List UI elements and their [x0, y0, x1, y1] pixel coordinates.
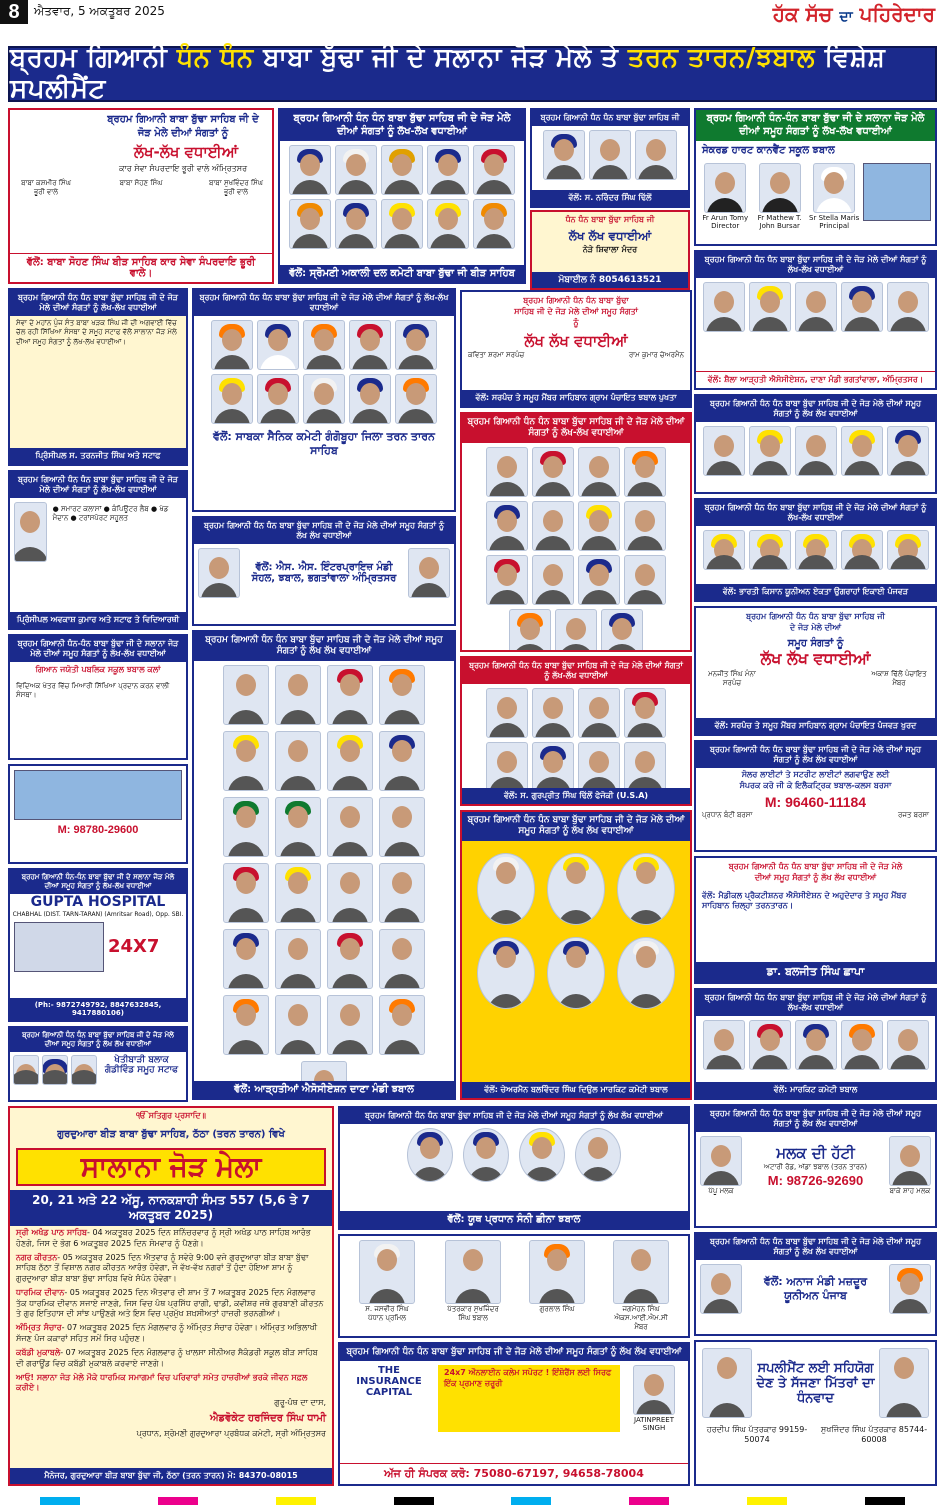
portrait [327, 995, 373, 1055]
phone-number: ਮੋਬਾਈਲ ਨੰ 8054613521 [532, 272, 688, 288]
ad-agriculture-block [8, 1026, 188, 1102]
phone-number: (Ph:- 9872749792, 8847632845, 9417880106) [10, 998, 186, 1020]
logo-part-2: ਦਾ [839, 9, 853, 25]
person-caption: ਬਾਬਾ ਸੁਖਵਿੰਦਰ ਸਿੰਘ ਭੂਰੀ ਵਾਲੇ [208, 178, 264, 196]
portrait [327, 731, 373, 791]
ad-title: ਬ੍ਰਹਮ ਗਿਆਨੀ ਧੰਨ-ਧੰਨ ਬਾਬਾ ਬੁੱਢਾ ਜੀ ਦੇ ਸਲਾਨਾ ਜੋੜ ਮੇਲੇ ਦੀਆਂ ਸਮੂਹ ਸੰਗਤਾਂ ਨੂੰ ਲੱਖ-ਲੱਖ ਵਧਾਈਆਂ [10, 636, 186, 662]
ad-title: ਬ੍ਰਹਮ ਗਿਆਨੀ ਧੰਨ ਧੰਨ ਬਾਬਾ ਬੁੱਢਾ ਸਾਹਿਬ ਜੀ ਦੇ ਜੋੜ ਮੇਲੇ ਦੀਆਂ ਸੰਗਤਾਂ ਨੂੰ ਲੱਖ-ਲੱਖ ਵਧਾਈਆਂ [10, 290, 186, 316]
person-caption: ਮਨਜੀਤ ਸਿੰਘ ਮੰਨਾ ਸਰਪੰਚ [708, 669, 756, 687]
ad-title: ਬ੍ਰਹਮ ਗਿਆਨੀ ਧੰਨ ਧੰਨ ਬਾਬਾ ਬੁੱਢਾ ਸਾਹਿਬ ਜੀ ਦੇ ਜੋੜ ਮੇਲੇ ਦੀਆਂ ਸੰਗਤਾਂ ਨੂੰ ਲੱਖ-ਲੱਖ ਵਧਾਈਆਂ [462, 658, 690, 684]
portrait [275, 995, 321, 1055]
portrait [486, 555, 528, 605]
photo-grid [280, 141, 524, 253]
ad-market-committee-chairman [460, 810, 692, 1100]
portrait [700, 1136, 742, 1186]
portrait [624, 447, 666, 497]
portrait [543, 130, 585, 180]
ad-title: ਬ੍ਰਹਮ ਗਿਆਨੀ ਧੰਨ ਧੰਨ ਬਾਬਾ ਬੁੱਢਾ ਸਾਹਿਬ ਜੀ ਦੇ ਜੋੜ ਮੇਲੇ ਦੀਆਂ ਸੰਗਤਾਂ ਨੂੰ ਲੱਖ-ਲੱਖ ਵਧਾਈਆਂ [10, 472, 186, 498]
portrait [379, 995, 425, 1055]
portrait [275, 929, 321, 989]
event-signoff: ਗੁਰੂ-ਪੰਥ ਦਾ ਦਾਸ, [274, 1397, 326, 1407]
ad-title: ਬ੍ਰਹਮ ਗਿਆਨੀ ਧੰਨ ਧੰਨ ਬਾਬਾ ਬੁੱਢਾ ਸਾਹਿਬ ਜੀ ਦੇ ਜੋੜ ਮੇਲੇ ਦੀਆਂ ਸਮੂਹ ਸੰਗਤਾਂ ਨੂੰ ਲੱਖ ਲੱਖ ਵਧਾਈਆਂ [340, 1344, 688, 1361]
portrait [704, 163, 746, 213]
photo-grid [194, 316, 454, 428]
portrait [257, 374, 299, 424]
ad-footer: ਵੱਲੋਂ: ਯੂਥ ਪ੍ਰਧਾਨ ਸੰਨੀ ਛੀਨਾ ਝਬਾਲ [340, 1211, 688, 1228]
portrait [703, 426, 745, 476]
ad-footer: ਡਾ. ਬਲਜੀਤ ਸਿੰਘ ਛਾਪਾ [696, 962, 935, 982]
portrait [703, 530, 745, 570]
issue-date: ਐਤਵਾਰ, 5 ਅਕਤੂਬਰ 2025 [34, 4, 165, 18]
ad-footer: ਵੱਲੋਂ: ਭਾਰਤੀ ਕਿਸਾਨ ਯੂਨੀਅਨ ਏਕਤਾ ਉਗਰਾਹਾਂ ਇਕਾਈ ਪੰਜਵੜ [696, 584, 935, 600]
phone-number: M: 98780-29600 [57, 824, 139, 836]
ad-footer: ਪ੍ਰਿੰਸੀਪਲ ਸ. ਤਰਨਜੀਤ ਸਿੰਘ ਅਤੇ ਸਟਾਫ [10, 448, 186, 464]
portrait [635, 130, 677, 180]
ad-footer: ਵੱਲੋਂ: ਮਾਰਕਿਟ ਕਮੇਟੀ ਝਬਾਲ [696, 1082, 935, 1098]
portrait [335, 145, 377, 195]
portrait [532, 742, 574, 792]
event-item: ਧਾਰਮਿਕ ਦੀਵਾਨ- 05 ਅਕਤੂਬਰ 2025 ਦਿਨ ਐਤਵਾਰ ਦੀ ਸ਼ਾਮ ਤੋਂ 7 ਅਕਤੂਬਰ 2025 ਦਿਨ ਮੰਗਲਵਾਰ ਤੱਕ ਧਾਰਮਿਕ ਦੀਵਾਨ ਸਜਾਏ ਜਾਣਗੇ, ਜਿਸ ਵਿਚ ਪੰਥ ਪ੍ਰਸਿੱਧ ਰਾਗੀ, ਢਾਡੀ, ਕਵੀਸ਼ਰ ਜਥੇ ਗੁਰਬਾਣੀ ਕੀਰਤਨ ਤੇ ਗੁਰ ਇਤਿਹਾਸ ਦੀ ਸਾਂਝ ਪਾਉਣਗੇ ਅਤੇ ਇਸ ਵਿਚ ਪ੍ਰਮੁੱਖ ਸ਼ਖ਼ਸੀਅਤਾਂ ਹਾਜ਼ਰੀ ਭਰਨਗੀਆਂ। [16, 1288, 324, 1319]
ad-body: ਵਿਦਿਅਕ ਖੇਤਰ ਵਿੱਚ ਮਿਆਰੀ ਸਿੱਖਿਆ ਪ੍ਰਦਾਨ ਕਰਨ ਵਾਲੀ ਸੰਸਥਾ। [16, 681, 170, 700]
ad-arhtiya-jhabal [192, 630, 456, 1100]
shop-address: ਅਟਾਰੀ ਰੋਡ, ਅੱਡਾ ਝਬਾਲ (ਤਰਨ ਤਾਰਨ) [763, 1162, 868, 1171]
ad-bhuri-wale [8, 108, 274, 284]
logo-part-3: ਪਹਿਰੇਦਾਰ [859, 2, 935, 26]
ad-sub: ਕਾਰ ਸੇਵਾ ਸੰਪਰਦਾਇ ਭੂਰੀ ਵਾਲੇ ਅੰਮ੍ਰਿਤਸਰ [118, 164, 248, 173]
ad-malak-di-hatti [694, 1104, 937, 1228]
event-signer: ਐਡਵੋਕੇਟ ਹਰਜਿੰਦਰ ਸਿੰਘ ਧਾਮੀ [210, 1413, 326, 1425]
portrait [275, 665, 321, 725]
portrait [257, 320, 299, 370]
photo-grid [194, 661, 454, 1101]
ad-ex-servicemen [192, 288, 456, 512]
event-intro: ੴ ਸਤਿਗੁਰ ਪ੍ਰਸਾਦਿ॥ [136, 1111, 206, 1120]
portrait [532, 555, 574, 605]
ad-title: ਬ੍ਰਹਮ ਗਿਆਨੀ ਧੰਨ ਧੰਨ ਬਾਬਾ ਬੁੱਢਾ ਸਾਹਿਬ ਜੀ ਦੇ ਜੋੜ ਮੇਲੇ ਦੀਆਂ ਸਮੂਹ ਸੰਗਤਾਂ ਨੂੰ ਲੱਖ ਲੱਖ ਵਧਾਈਆਂ [462, 812, 690, 841]
school-building-image [14, 770, 182, 820]
portrait [578, 447, 620, 497]
person: JATINPREET SINGH [624, 1365, 684, 1432]
ad-footer: ਵੱਲੋਂ: ਬਾਬਾ ਸੋਹਣ ਸਿੰਘ ਬੀੜ ਸਾਹਿਬ ਕਾਰ ਸੇਵਾ ਸੰਪਰਦਾਇ ਭੂਰੀ ਵਾਲੇ। [10, 253, 272, 282]
portrait [427, 145, 469, 195]
ad-wish: ਲੱਖ ਲੱਖ ਵਧਾਈਆਂ [760, 648, 871, 668]
ad-body: ● ਸਮਾਰਟ ਕਲਾਸਾਂ ● ਕੰਪਿਊਟਰ ਲੈਬ ● ਖੇਡ ਮੈਦਾਨ ● ਟਰਾਂਸਪੋਰਟ ਸਹੂਲਤ [52, 505, 169, 523]
person-caption: ਅਕਾਸ਼ ਢਿੱਲੋਂ ਪੰਚਾਇਤ ਮੈਂਬਰ [871, 669, 927, 687]
portrait [427, 199, 469, 249]
photo-grid [696, 422, 935, 480]
portrait [407, 1128, 453, 1182]
paper-logo [773, 2, 935, 26]
portrait [223, 863, 269, 923]
person-caption: ਬਾਬਾ ਕਸ਼ਮੀਰ ਸਿੰਘ ਭੂਰੀ ਵਾਲੇ [21, 178, 71, 196]
portrait [477, 853, 535, 925]
ad-market-committee [694, 988, 937, 1100]
ad-dhillon-usa [460, 656, 692, 806]
headline-text: ਬ੍ਰਹਮ ਗਿਆਨੀ ਧੰਨ ਧੰਨ ਬਾਬਾ ਬੁੱਢਾ ਜੀ ਦੇ ਸਲਾਨਾ ਜੋੜ ਮੇਲੇ ਤੇ ਤਰਨ ਤਾਰਨ/ਝਬਾਲ ਵਿਸ਼ੇਸ਼ ਸਪਲੀਮੈਂਟ [10, 43, 886, 104]
portrait [700, 1264, 742, 1314]
ad-title: ਬ੍ਰਹਮ ਗਿਆਨੀ ਧੰਨ ਧੰਨ ਬਾਬਾ ਬੁੱਢਾ ਸਾਹਿਬ ਜੀ ਦੇ ਜੋੜ ਮੇਲੇ ਦੀਆਂ ਸਮੂਹ ਸੰਗਤਾਂ ਨੂੰ ਲੱਖ ਲੱਖ ਵਧਾਈਆਂ [340, 1108, 688, 1124]
ad-footer: ਵੱਲੋਂ: ਸਰਪੰਚ ਤੇ ਸਮੂਹ ਮੈਂਬਰ ਸਾਹਿਬਾਨ ਗ੍ਰਾਮ ਪੰਚਾਇਤ ਝਬਾਲ ਪੁਖਤਾ [462, 390, 690, 406]
portrait [749, 530, 791, 570]
portrait [463, 1128, 509, 1182]
portrait [223, 995, 269, 1055]
portrait [889, 1264, 931, 1314]
photo-grid [696, 1016, 935, 1074]
ad-body: ਸੇਵਾ ਦੇ ਮਹਾਂਨ ਪੁੰਜ ਸੰਤ ਬਾਬਾ ਖੜਕ ਸਿੰਘ ਜੀ ਦੀ ਅਗਵਾਈ ਵਿੱਚ ਚੱਲ ਰਹੀ ਸਿੱਖਿਆ ਸੰਸਥਾ ਦੇ ਸਮੂਹ ਸਟਾਫ ਵੱਲੋਂ ਸਾਲਾਨਾ ਜੋੜ ਮੇਲੇ ਦੀਆਂ ਸਮੂਹ ਸੰਗਤਾਂ ਨੂੰ ਲੱਖ-ਲੱਖ ਵਧਾਈਆਂ। [16, 319, 177, 346]
badge-24x7: 24X7 [108, 936, 160, 958]
portrait [578, 501, 620, 551]
ad-medical-practitioner [694, 856, 937, 984]
portrait [473, 145, 515, 195]
person: ਬਾਕੇ ਸ਼ਾਹ ਮਲਕ [889, 1136, 931, 1196]
photo-grid [462, 684, 690, 796]
portrait [477, 937, 535, 1009]
ad-title: ਬ੍ਰਹਮ ਗਿਆਨੀ ਧੰਨ ਧੰਨ ਬਾਬਾ ਬੁੱਢਾ ਸਾਹਿਬ ਜੀ [532, 110, 688, 126]
portrait [703, 282, 745, 332]
event-place: ਗੁਰਦੁਆਰਾ ਬੀੜ ਬਾਬਾ ਬੁੱਢਾ ਸਾਹਿਬ, ਠੱਠਾ (ਤਰਨ ਤਾਰਨ) ਵਿਖੇ [57, 1128, 285, 1140]
ad-title: ਬ੍ਰਹਮ ਗਿਆਨੀ ਧੰਨ ਧੰਨ ਬਾਬਾ ਬੁੱਢਾ ਸਾਹਿਬ ਜੀ ਦੇ ਜੋੜ ਮੇਲੇ ਦੀਆਂ [746, 612, 885, 632]
ad-akali-dal [278, 108, 526, 284]
school-name: ਸੇਕਰਡ ਹਾਰਟ ਕਾਨਵੈਂਟ ਸਕੂਲ ਝਬਾਲ [702, 145, 835, 156]
portrait [395, 320, 437, 370]
portrait [795, 282, 837, 332]
ad-title: ਬ੍ਰਹਮ ਗਿਆਨੀ ਧੰਨ ਧੰਨ ਬਾਬਾ ਬੁੱਢਾ ਸਾਹਿਬ ਜੀ ਦੇ ਜੋੜ ਮੇਲੇ ਦੀਆਂ ਸੰਗਤਾਂ ਨੂੰ ਲੱਖ-ਲੱਖ ਵਧਾਈਆਂ [696, 252, 935, 278]
portrait [841, 282, 883, 332]
person: ਜਗਮੋਹਨ ਸਿੰਘ ਐਕਸ.ਆਈ.ਐਮ.ਸੀ ਮੈਂਬਰ [611, 1240, 671, 1332]
portrait [759, 163, 801, 213]
portrait [379, 665, 425, 725]
portrait [617, 937, 675, 1009]
ad-four-portraits [338, 1234, 690, 1338]
portrait [327, 797, 373, 857]
ad-shivala [530, 210, 690, 290]
ad-ss-enterprises [192, 516, 456, 626]
phone-number: ਅੱਜ ਹੀ ਸੰਪਰਕ ਕਰੋ: 75080-67197, 94658-78004 [340, 1463, 688, 1484]
portrait [486, 447, 528, 497]
portrait [532, 501, 574, 551]
portrait [223, 731, 269, 791]
portrait [379, 731, 425, 791]
person: Sr Stella Maris Principal [809, 163, 859, 230]
event-signer-role: ਪ੍ਰਧਾਨ, ਸ਼੍ਰੋਮਣੀ ਗੁਰਦੁਆਰਾ ਪ੍ਰਬੰਧਕ ਕਮੇਟੀ, ਸ੍ਰੀ ਅੰਮ੍ਰਿਤਸਰ [136, 1429, 326, 1439]
portrait [223, 665, 269, 725]
portrait [379, 863, 425, 923]
ad-footer: ਵੱਲੋਂ: ਸ਼ੈਲਾ ਆੜ੍ਹਤੀ ਐਸੋਸੀਏਸ਼ਨ, ਦਾਣਾ ਮੰਡੀ ਭਗਤਾਂਵਾਲਾ, ਅੰਮ੍ਰਿਤਸਰ। [696, 371, 935, 388]
portrait [211, 320, 253, 370]
photo-grid [696, 278, 935, 336]
ad-gyan-jyoti [8, 634, 188, 760]
portrait [14, 502, 47, 562]
portrait [379, 797, 425, 857]
ad-title: ਬ੍ਰਹਮ ਗਿਆਨੀ ਧੰਨ ਧੰਨ ਬਾਬਾ ਬੁੱਢਾ ਸਾਹਿਬ ਜੀ ਦੇ ਜੋੜ ਮੇਲੇ ਦੀਆਂ ਸਮੂਹ ਸੰਗਤਾਂ ਨੂੰ ਲੱਖ ਲੱਖ ਵਧਾਈਆਂ [728, 862, 903, 882]
portrait [575, 1128, 621, 1182]
ad-title: ਬ੍ਰਹਮ ਗਿਆਨੀ ਧੰਨ-ਧੰਨ ਬਾਬਾ ਬੁੱਢਾ ਜੀ ਦੇ ਸਲਾਨਾ ਜੋੜ ਮੇਲੇ ਦੀਆਂ ਸਮੂਹ ਸੰਗਤਾਂ ਨੂੰ ਲੱਖ-ਲੱਖ ਵਧਾਈਆਂ [696, 110, 935, 141]
portrait [71, 1055, 97, 1085]
event-item: ਨਗਰ ਕੀਰਤਨ- 05 ਅਕਤੂਬਰ 2025 ਦਿਨ ਐਤਵਾਰ ਨੂੰ ਸਵੇਰੇ 9:00 ਵਜੇ ਗੁਰਦੁਆਰਾ ਬੀੜ ਬਾਬਾ ਬੁੱਢਾ ਸਾਹਿਬ ਠੱਠਾ ਤੋਂ ਵਿਸ਼ਾਲ ਨਗਰ ਕੀਰਤਨ ਆਰੰਭ ਹੋਵੇਗਾ, ਜੋ ਵੱਖ-ਵੱਖ ਨਗਰਾਂ ਤੋਂ ਹੁੰਦਾ ਹੋਇਆ ਸ਼ਾਮ ਨੂੰ ਗੁਰਦੁਆਰਾ ਬੀੜ ਬਾਬਾ ਬੁੱਢਾ ਸਾਹਿਬ ਵਿਖੇ ਸੰਪੰਨ ਹੋਵੇਗਾ। [16, 1253, 309, 1283]
event-appeal: ਆਓ! ਸਲਾਨਾ ਜੋੜ ਮੇਲੇ ਮੌਕੇ ਧਾਰਮਿਕ ਸਮਾਗਮਾਂ ਵਿਚ ਪਰਿਵਾਰਾਂ ਸਮੇਤ ਹਾਜ਼ਰੀਆਂ ਭਰਕੇ ਜੀਵਨ ਸਫ਼ਲ ਕਰੀਏ। [16, 1372, 308, 1393]
masthead [0, 0, 945, 42]
portrait [359, 1240, 415, 1304]
portrait [624, 688, 666, 738]
ad-footer: ਵੱਲੋਂ: ਸ. ਨਰਿੰਦਰ ਸਿੰਘ ਢਿੱਲੋਂ [532, 190, 688, 206]
thanks-message: ਸਪਲੀਮੈਂਟ ਲਈ ਸਹਿਯੋਗ ਦੇਣ ਤੇ ਸੱਜਣਾ ਮਿੱਤਰਾਂ ਦਾ ਧੰਨਵਾਦ [756, 1360, 875, 1406]
person: ਪੱਤਰਕਾਰ ਸੁਖਜਿੰਦਰ ਸਿੰਘ ਝਬਾਲ [443, 1240, 503, 1332]
ad-title: ਬ੍ਰਹਮ ਗਿਆਨੀ ਧੰਨ-ਧੰਨ ਬਾਬਾ ਬੁੱਢਾ ਜੀ ਦੇ ਸਲਾਨਾ ਜੋੜ ਮੇਲੇ ਦੀਆਂ ਸਮੂਹ ਸੰਗਤਾਂ ਨੂੰ ਲੱਖ-ਲੱਖ ਵਧਾਈਆਂ [10, 870, 186, 894]
ad-title: ਬ੍ਰਹਮ ਗਿਆਨੀ ਧੰਨ ਧੰਨ ਬਾਬਾ ਬੁੱਢਾ ਸਾਹਿਬ ਜੀ ਦੇ ਜੋੜ ਮੇਲੇ ਦੀਆਂ ਸਮੂਹ ਸੰਗਤਾਂ ਨੂੰ ਲੱਖ ਲੱਖ ਵਧਾਈਆਂ [696, 1234, 935, 1260]
portrait [578, 742, 620, 792]
portrait [473, 199, 515, 249]
portrait [578, 555, 620, 605]
portrait [327, 863, 373, 923]
ad-footer: ਵੱਲੋਂ: ਚੇਅਰਮੈਨ ਬਲਵਿੰਦਰ ਸਿੰਘ ਦਿਉਲ ਮਾਰਕਿਟ ਕਮੇਟੀ ਝਬਾਲ [462, 1082, 690, 1098]
portrait [841, 1020, 883, 1070]
ad-sub: ਵੱਲੋਂ: ਮੈਡੀਕਲ ਪ੍ਰੈਕਟੀਸ਼ਨਰ ਐਸੋਸੀਏਸ਼ਨ ਦੇ ਅਹੁਦੇਦਾਰ ਤੇ ਸਮੂਹ ਮੈਂਬਰ ਸਾਹਿਬਾਨ ਜ਼ਿਲ੍ਹਾ ਤਰਨਤਾਰਨ। [702, 890, 907, 911]
company-name: THE INSURANCE CAPITAL [356, 1365, 422, 1399]
portrait [532, 688, 574, 738]
portrait [613, 1240, 669, 1304]
person: Fr Arun Tomy Director [700, 163, 750, 230]
ad-panchayat-jhabal [460, 290, 692, 408]
portrait [303, 374, 345, 424]
portrait [889, 1136, 931, 1186]
page-headline [8, 43, 937, 104]
portrait [289, 199, 331, 249]
portrait [795, 426, 837, 476]
ad-ge-electric [694, 740, 937, 852]
portrait [13, 1055, 39, 1085]
ad-footer: ਪ੍ਰਿੰਸੀਪਲ ਅਵਕਾਸ਼ ਕੁਮਾਰ ਅਤੇ ਸਟਾਫ ਤੇ ਵਿਦਿਆਰਥੀ [10, 612, 186, 628]
school-building [863, 163, 931, 221]
ad-youth-president [338, 1106, 690, 1230]
school-name: ਗਿਆਨ ਜਯੋਤੀ ਪਬਲਿਕ ਸਕੂਲ ਝਬਾਲ ਕਲਾਂ [35, 665, 161, 674]
portrait [223, 929, 269, 989]
person: Fr Mathew T. John Bursar [754, 163, 804, 230]
phone-number: M: 98726-92690 [767, 1173, 864, 1189]
portrait [445, 1240, 501, 1304]
person-caption: ਸੁਖਜਿੰਦਰ ਸਿੰਘ ਪੱਤਰਕਾਰ 85744-60008 [820, 1425, 928, 1444]
ad-footer: ਵੱਲੋਂ: ਸਾਬਕਾ ਸੈਨਿਕ ਕਮੇਟੀ ਗੰਗੋਬੂਹਾ ਜਿਲਾ ਤਰਨ ਤਾਰਨ ਸਾਹਿਬ [213, 430, 435, 457]
ad-title: ਬ੍ਰਹਮ ਗਿਆਨੀ ਧੰਨ ਧੰਨ ਬਾਬਾ ਬੁੱਢਾ ਸਾਹਿਬ ਜੀ ਦੇ ਜੋੜ ਮੇਲੇ ਦੀਆਂ ਸੰਗਤਾਂ ਨੂੰ ਲੱਖ-ਲੱਖ ਵਧਾਈਆਂ [696, 500, 935, 526]
ad-gupta-hospital [8, 868, 188, 1022]
ad-wish: ਲੱਖ ਲੱਖ ਵਧਾਈਆਂ [524, 332, 628, 351]
person: ਗੁਰਲਾਲ ਸਿੰਘ [529, 1240, 585, 1332]
ad-sub: ਸੋਲਰ ਲਾਈਟਾਂ ਤੇ ਸਟਰੀਟ ਲਾਈਟਾਂ ਲਗਵਾਉਣ ਲਈ ਸੰਪਰਕ ਕਰੋ ਜੀ ਕੇ ਇਲੈਕਟ੍ਰਿਕ ਝਬਾਲ-ਕਲਸ ਬਰਸਾ [739, 770, 892, 790]
portrait [702, 1348, 752, 1418]
ad-title: ਬ੍ਰਹਮ ਗਿਆਨੀ ਧੰਨ ਧੰਨ ਬਾਬਾ ਬੁੱਢਾ ਸਾਹਿਬ ਜੀ ਦੇ ਜੋੜ ਮੇਲੇ ਦੀਆਂ ਸੰਗਤਾਂ ਨੂੰ ਲੱਖ-ਲੱਖ ਵਧਾਈਆਂ [696, 990, 935, 1016]
portrait [749, 1020, 791, 1070]
portrait [381, 145, 423, 195]
portrait [275, 731, 321, 791]
ad-title: ਬ੍ਰਹਮ ਗਿਆਨੀ ਧੰਨ ਧੰਨ ਬਾਬਾ ਬੁੱਢਾ ਸਾਹਿਬ ਜੀ ਦੇ ਜੋੜ ਮੇਲੇ ਦੀਆਂ ਸਮੂਹ ਸੰਗਤਾਂ ਨੂੰ ਲੱਖ ਲੱਖ ਵਧਾਈਆਂ [696, 396, 935, 422]
ad-sub: 24x7 ਔਨਲਾਈਨ ਕਲੇਮ ਸਪੋਰਟ ! ਇੰਸ਼ੋਰੈਂਸ ਲਈ ਸਿਰਫ ਇੱਕ ਪ੍ਰਮਾਣ ਜ਼ਰੂਰੀ [438, 1365, 620, 1432]
ad-title: ਧੰਨ ਧੰਨ ਬਾਬਾ ਬੁੱਢਾ ਸਾਹਿਬ ਜੀ [565, 215, 655, 224]
ad-footer: ਵੱਲੋਂ: ਸ. ਗੁਰਪ੍ਰੀਤ ਸਿੰਘ ਢਿੱਲੋਂ ਫੇਜੋਕੀ (U.S.A) [462, 788, 690, 804]
portrait [486, 501, 528, 551]
portrait [275, 863, 321, 923]
portrait [887, 282, 929, 332]
print-color-strip [0, 1497, 945, 1507]
portrait [795, 1020, 837, 1070]
portrait [486, 742, 528, 792]
portrait [547, 937, 605, 1009]
portrait [509, 609, 551, 653]
event-item: ਸ੍ਰੀ ਅਖੰਡ ਪਾਠ ਸਾਹਿਬ- 04 ਅਕਤੂਬਰ 2025 ਦਿਨ ਸ਼ਨਿੱਚਰਵਾਰ ਨੂੰ ਸ੍ਰੀ ਅਖੰਡ ਪਾਠ ਸਾਹਿਬ ਆਰੰਭ ਹੋਣਗੇ, ਜਿਸ ਦੇ ਭੋਗ 6 ਅਕਤੂਬਰ 2025 ਦਿਨ ਸੋਮਵਾਰ ਨੂੰ ਪੈਣਗੇ। [16, 1228, 311, 1248]
ad-insurance-capital [338, 1342, 690, 1486]
portrait [887, 530, 929, 570]
portrait [379, 929, 425, 989]
photo-grid [696, 526, 935, 574]
photo-grid [462, 443, 690, 653]
ad-wish: ਲੱਖ ਲੱਖ ਵਧਾਈਆਂ [568, 228, 652, 243]
ad-thanks-reporters [694, 1340, 937, 1486]
photo-grid [340, 1124, 688, 1186]
ad-sub: ਖੇਤੀਬਾੜੀ ਬਲਾਕ ਗੰਡੀਵਿੰਡ ਸਮੂਹ ਸਟਾਫ [104, 1054, 179, 1075]
ad-anaj-mandi-union [694, 1232, 937, 1336]
ad-school-building [8, 764, 188, 864]
ad-title: ਬ੍ਰਹਮ ਗਿਆਨੀ ਧੰਨ ਧੰਨ ਬਾਬਾ ਬੁੱਢਾ ਸਾਹਿਬ ਜੀ ਦੇ ਜੋੜ ਮੇਲੇ ਦੀਆਂ ਸਮੂਹ ਸੰਗਤਾਂ ਨੂੰ ਲੱਖ ਲੱਖ ਵਧਾਈਆਂ [194, 518, 454, 544]
ad-title: ਬ੍ਰਹਮ ਗਿਆਨੀ ਧੰਨ ਧੰਨ ਬਾਬਾ ਬੁੱਢਾ ਸਾਹਿਬ ਜੀ ਦੇ ਜੋੜ ਮੇਲੇ ਦੀਆਂ ਸਮੂਹ ਸੰਗਤਾਂ ਨੂੰ [514, 296, 638, 327]
portrait [749, 426, 791, 476]
ad-sub: ਵੱਲੋਂ: ਅਨਾਜ ਮੰਡੀ ਮਜ਼ਦੂਰ ਯੂਨੀਅਨ ਪੰਜਾਬ [763, 1275, 868, 1302]
ad-sacred-heart [694, 108, 937, 246]
ad-principal-awkash [8, 470, 188, 630]
portrait [486, 688, 528, 738]
portrait [395, 374, 437, 424]
ad-title: ਬ੍ਰਹਮ ਗਿਆਨੀ ਬਾਬਾ ਬੁੱਢਾ ਸਾਹਿਬ ਜੀ ਦੇ ਜੋੜ ਮੇਲੇ ਦੀਆਂ ਸੰਗਤਾਂ ਨੂੰ [107, 114, 259, 139]
portrait [408, 548, 450, 598]
ad-title: ਬ੍ਰਹਮ ਗਿਆਨੀ ਧੰਨ ਧੰਨ ਬਾਬਾ ਬੁੱਢਾ ਸਾਹਿਬ ਜੀ ਦੇ ਜੋੜ ਮੇਲੇ ਦੀਆਂ ਸੰਗਤਾਂ ਨੂੰ ਲੱਖ-ਲੱਖ ਵਧਾਈਆਂ [462, 414, 690, 443]
ad-big-grid [460, 412, 692, 652]
ad-wish: ਲੱਖ-ਲੱਖ ਵਧਾਈਆਂ [133, 143, 239, 161]
portrait [529, 1240, 585, 1304]
portrait [841, 530, 883, 570]
ad-sub: ਸਮੂਹ ਸੰਗਤਾਂ ਨੂੰ [787, 637, 844, 649]
ad-footer: ਵੱਲੋਂ: ਸਰਪੰਚ ਤੇ ਸਮੂਹ ਮੈਂਬਰ ਸਾਹਿਬਾਨ ਗ੍ਰਾਮ ਪੰਚਾਇਤ ਪੰਜਵੜ ਖੁਰਦ [696, 718, 935, 734]
portrait [327, 665, 373, 725]
portrait [841, 426, 883, 476]
event-manager: ਮੈਨੇਜਰ, ਗੁਰਦੁਆਰਾ ਬੀੜ ਬਾਬਾ ਬੁੱਢਾ ਜੀ, ਠੱਠਾ (ਤਰਨ ਤਾਰਨ) ਮੋ: 84370-08015 [10, 1468, 332, 1484]
portrait [624, 501, 666, 551]
ad-sub: ਨੇੜੇ ਸ਼ਿਵਾਲਾ ਮੰਦਰ [582, 244, 638, 254]
portrait [703, 1020, 745, 1070]
portrait [275, 797, 321, 857]
hospital-name: GUPTA HOSPITAL [30, 893, 166, 910]
person: ਪੱਪੂ ਮਲਕ [700, 1136, 742, 1196]
person-caption: ਹਰਦੀਪ ਸਿੰਘ ਪੱਤਰਕਾਰ 99159-50074 [706, 1425, 808, 1444]
ad-sub: ਵੱਲੋਂ: ਐਸ. ਐਸ. ਇੰਟਰਪ੍ਰਾਇਜ਼ ਮੰਡੀ ਸੋਹਲ, ਝਬਾਲ, ਭਗਤਾਂਵਾਲਾ ਅੰਮ੍ਰਿਤਸਰ [251, 562, 397, 584]
portrait [349, 320, 391, 370]
portrait [795, 530, 837, 570]
portrait [223, 797, 269, 857]
hospital-building [14, 922, 104, 972]
event-title: ਸਾਲਾਨਾ ਜੋੜ ਮੇਲਾ [16, 1148, 326, 1186]
ad-arhtiya-bhagtanwala [694, 250, 937, 390]
hospital-address: CHABHAL (DIST. TARN-TARAN) (Amritsar Road), Opp. SBI. [12, 910, 184, 918]
event-notice-jor-mela [8, 1106, 334, 1486]
portrait [547, 853, 605, 925]
portrait [749, 282, 791, 332]
ad-title: ਬ੍ਰਹਮ ਗਿਆਨੀ ਧੰਨ ਧੰਨ ਬਾਬਾ ਬੁੱਢਾ ਸਾਹਿਬ ਜੀ ਦੇ ਜੋੜ ਮੇਲੇ ਦੀਆਂ ਸਮੂਹ ਸੰਗਤਾਂ ਨੂੰ ਲੱਖ ਲੱਖ ਵਧਾਈਆਂ [696, 742, 935, 768]
ad-title: ਬ੍ਰਹਮ ਗਿਆਨੀ ਧੰਨ ਧੰਨ ਬਾਬਾ ਬੁੱਢਾ ਸਾਹਿਬ ਜੀ ਦੇ ਜੋੜ ਮੇਲੇ ਦੀਆਂ ਸਮੂਹ ਸੰਗਤਾਂ ਨੂੰ ਲੱਖ ਲੱਖ ਵਧਾਈਆਂ [10, 1028, 186, 1052]
ad-title: ਬ੍ਰਹਮ ਗਿਆਨੀ ਧੰਨ ਧੰਨ ਬਾਬਾ ਬੁੱਢਾ ਸਾਹਿਬ ਜੀ ਦੇ ਜੋੜ ਮੇਲੇ ਦੀਆਂ ਸੰਗਤਾਂ ਨੂੰ ਲੱਖ-ਲੱਖ ਵਧਾਈਆਂ [280, 110, 524, 141]
portrait [335, 199, 377, 249]
ad-title: ਬ੍ਰਹਮ ਗਿਆਨੀ ਧੰਨ ਧੰਨ ਬਾਬਾ ਬੁੱਢਾ ਸਾਹਿਬ ਜੀ ਦੇ ਜੋੜ ਮੇਲੇ ਦੀਆਂ ਸੰਗਤਾਂ ਨੂੰ ਲੱਖ-ਲੱਖ ਵਧਾਈਆਂ [194, 290, 454, 316]
portrait [624, 742, 666, 792]
ad-panchayat-panjwar [694, 606, 937, 736]
portrait [198, 548, 240, 598]
portrait [624, 555, 666, 605]
portrait [381, 199, 423, 249]
portrait [289, 145, 331, 195]
person-caption: ਕਵਿਤਾ ਸ਼ਰਮਾ ਸਰਪੰਚ [468, 351, 525, 360]
portrait [211, 374, 253, 424]
ad-footer: ਵੱਲੋਂ: ਆੜ੍ਹਤੀਆਂ ਐਸੋਸੀਏਸ਼ਨ ਦਾਣਾ ਮੰਡੀ ਝਬਾਲ [194, 1081, 454, 1098]
person-caption: ਬਾਬਾ ਸੋਹਣ ਸਿੰਘ [119, 178, 163, 187]
portrait [349, 374, 391, 424]
portrait [589, 130, 631, 180]
portrait [578, 688, 620, 738]
portrait [601, 609, 643, 653]
event-item: ਕਬੱਡੀ ਮੁਕਾਬਲੇ- 07 ਅਕਤੂਬਰ 2025 ਦਿਨ ਮੰਗਲਵਾਰ ਨੂੰ ਖਾਲਸਾ ਸੀਨੀਅਰ ਸੈਕੰਡਰੀ ਸਕੂਲ ਬੀੜ ਸਾਹਿਬ ਦੀ ਗਰਾਊਂਡ ਵਿਚ ਕਬੱਡੀ ਮੁਕਾਬਲੇ ਕਰਵਾਏ ਜਾਣਗੇ। [16, 1348, 318, 1368]
ad-principal-tarnjit [8, 288, 188, 466]
portrait [633, 1365, 675, 1415]
portrait [887, 1020, 929, 1070]
event-dates: 20, 21 ਅਤੇ 22 ਅੱਸੂ, ਨਾਨਕਸ਼ਾਹੀ ਸੰਮਤ 557 (5,6 ਤੇ 7 ਅਕਤੂਬਰ 2025) [10, 1190, 332, 1226]
portrait [519, 1128, 565, 1182]
portrait [879, 1348, 929, 1418]
ad-title: ਬ੍ਰਹਮ ਗਿਆਨੀ ਧੰਨ ਧੰਨ ਬਾਬਾ ਬੁੱਢਾ ਸਾਹਿਬ ਜੀ ਦੇ ਜੋੜ ਮੇਲੇ ਦੀਆਂ ਸਮੂਹ ਸੰਗਤਾਂ ਨੂੰ ਲੱਖ ਲੱਖ ਵਧਾਈਆਂ [696, 1106, 935, 1132]
photo-grid [532, 126, 688, 184]
portrait [555, 609, 597, 653]
portrait [617, 853, 675, 925]
page-number: 8 [0, 0, 28, 24]
portrait [813, 163, 855, 213]
logo-part-1: ਹੱਕ ਸੱਚ [772, 2, 833, 26]
ad-title: ਬ੍ਰਹਮ ਗਿਆਨੀ ਧੰਨ ਧੰਨ ਬਾਬਾ ਬੁੱਢਾ ਸਾਹਿਬ ਜੀ ਦੇ ਜੋੜ ਮੇਲੇ ਦੀਆਂ ਸਮੂਹ ਸੰਗਤਾਂ ਨੂੰ ਲੱਖ ਲੱਖ ਵਧਾਈਆਂ [194, 632, 454, 661]
ad-dhillon [530, 108, 690, 208]
photo-grid [462, 841, 690, 1021]
person: ਸ. ਜਸਵੀਰ ਸਿੰਘ ਪੱਧਾਨ ਪ੍ਰਮਿਲ [357, 1240, 417, 1332]
ad-footer: ਵੱਲੋਂ: ਸ੍ਰੋਮਣੀ ਅਕਾਲੀ ਦਲ ਕਮੇਟੀ ਬਾਬਾ ਬੁੱਢਾ ਜੀ ਬੀੜ ਸਾਹਿਬ [280, 265, 524, 282]
portrait [887, 426, 929, 476]
person-caption: ਰਾਮ ਕੁਮਾਰ ਚੇਅਰਮੈਨ [628, 351, 684, 360]
portrait [303, 320, 345, 370]
shop-name: ਮਲਕ ਦੀ ਹੱਟੀ [776, 1143, 855, 1162]
event-item: ਅੰਮ੍ਰਿਤ ਸੰਚਾਰ- 07 ਅਕਤੂਬਰ 2025 ਦਿਨ ਮੰਗਲਵਾਰ ਨੂੰ ਅੰਮ੍ਰਿਤ ਸੰਚਾਰ ਹੋਵੇਗਾ। ਅੰਮ੍ਰਿਤ ਅਭਿਲਾਖੀ ਸੱਜਣ ਪੰਜ ਕਕਾਰਾਂ ਸਹਿਤ ਸਮੇਂ ਸਿਰ ਪਹੁੰਚਣ। [16, 1323, 318, 1343]
portrait [42, 1055, 68, 1085]
person-caption: ਰਜਤ ਬਰਸਾ [898, 810, 929, 819]
person-caption: ਪ੍ਰਧਾਨ ਬੰਟੀ ਬਰਸਾ [702, 810, 753, 819]
ad-kisan-union [694, 498, 937, 602]
ad-group-photos [694, 394, 937, 494]
portrait [532, 447, 574, 497]
phone-number: M: 96460-11184 [764, 793, 867, 810]
portrait [327, 929, 373, 989]
